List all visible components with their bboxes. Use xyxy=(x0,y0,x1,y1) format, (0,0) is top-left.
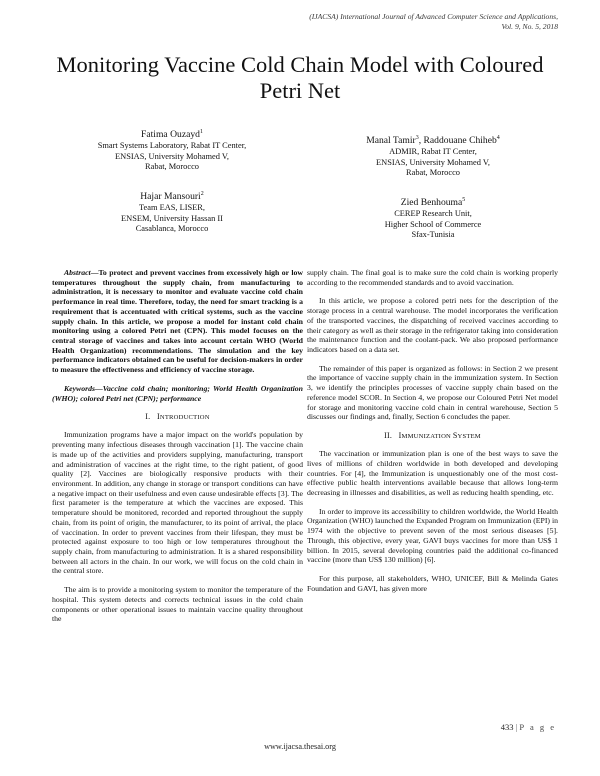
author-affiliation: Rabat, Morocco xyxy=(145,162,199,172)
paragraph: The remainder of this paper is organized as follows: in Section 2 we present the importance of vaccine supply chain in the immunization system. In Section 3, we identify the principles processes of vaccine supply chain based on the reference model SCOR. In Section 4, we propose our Coloured Petri Net model for storage and monitoring vaccine cold chain in central warehouse, Section 5 discusses our findings and, finally, Section 6 concludes the paper. xyxy=(307,363,558,422)
paper-title: Monitoring Vaccine Cold Chain Model with Coloured Petri Net xyxy=(56,52,544,103)
paragraph: In order to improve its accessibility to children worldwide, the World Health Organization (WHO) launched the Expanded Program on Immunization (EPI) in 1974 with the objective to prevent seven of the most serious diseases [5]. Through, this objective, every year, GAVI buys vaccines for more than US$ 1 billion. In 2015, several developing countries paid the additional co-financed vaccine (more than US$ 130 million) [6]. xyxy=(307,506,558,565)
section-heading-immunization-system: II. IMMUNIZATION SYSTEM xyxy=(384,431,481,441)
abstract: Abstract—To protect and prevent vaccines from excessively high or low temperatures throughout the supply chain, from manufacturing to administration, it is necessary to monitor and evaluate vaccine cold chain performance in real time. Therefore, today, the need for smart tracking is a requirement that is accentuated with critical systems, such as the vaccine supply chain. In this article, we propose a model for instant cold chain monitoring using a colored Petri net (CPN). This model focuses on the central storage of vaccines and takes into account certain WHO (World Health Organization) recommendations. The simulation and the key performance indicators obtained can be useful for decision-makers in order to measure the effectiveness and efficiency of vaccine storage. xyxy=(52,268,303,375)
paragraph: The vaccination or immunization plan is one of the best ways to save the lives of millions of children worldwide in both developed and developing countries. For [4], the Immunization is unquestionably one of the most cost-effective public health interventions available because that allows long-term decreasing in illnesses and disabilities, as well as reducing health spending, etc. xyxy=(307,449,558,497)
author-affiliation: Casablanca, Morocco xyxy=(135,224,209,234)
author-block-4 xyxy=(308,194,558,241)
author-affiliation: ADMIR, Rabat IT Center, xyxy=(389,147,477,157)
paragraph: Immunization programs have a major impact on the world's population by preventing many infectious diseases through vaccination [1]. The vaccine chain is made up of the activities and providers supplying, manufacturing, transport and administration of vaccines at the right time, to the right patient, of good quality [2]. Vaccines are biologically responsive products with their environment. In addition, any change in storage or transport conditions can have a negative impact on their usefulness and even cause undesirable effects [3]. The first parameter is the temperature at which the vaccines are exposed. This temperature should be monitored, recorded and reported throughout the supply chain, from its point of origin, the manufacturer, to its point of arrival, the place of vaccination. In order to prevent vaccines from their lifespan, they must be protected against exposure to too high or low temperatures throughout the supply chain, from manufacturing to administration. It is a shared responsibility between all actors in the chain. In our work, we will focus on the cold chain in the central store. xyxy=(52,430,303,576)
left-column xyxy=(52,268,303,633)
journal-header xyxy=(178,12,558,32)
author-affiliation: Team EAS, LISER, xyxy=(139,203,205,213)
author-name: Hajar Mansouri$^2$ xyxy=(140,191,204,203)
author-affiliation: ENSIAS, University Mohamed V, xyxy=(376,157,490,167)
journal-volume: Vol. 9, No. 5, 2018 xyxy=(501,22,558,31)
author-name: Zied Benhouma$^5$ xyxy=(400,197,466,209)
journal-name: (IJACSA) International Journal of Advanced Computer Science and Applications, xyxy=(309,12,558,21)
footer-url[interactable]: www.ijacsa.thesai.org xyxy=(264,742,336,751)
paragraph: supply chain. The final goal is to make sure the cold chain is working properly according to the recommended standards and to avoid vaccination. xyxy=(307,268,558,287)
author-affiliation: CEREP Research Unit, xyxy=(394,209,472,219)
author-affiliation: ENSIAS, University Mohamed V, xyxy=(115,151,229,161)
author-affiliation: Smart Systems Laboratory, Rabat IT Center, xyxy=(97,141,247,151)
author-affiliation: Higher School of Commerce xyxy=(384,219,482,229)
author-block-2 xyxy=(52,188,292,235)
author-name: Manal Tamir$^3$, Raddouane Chiheb$^4$ xyxy=(366,135,500,147)
author-affiliation: Sfax-Tunisia xyxy=(411,230,455,240)
author-block-1 xyxy=(52,126,292,173)
keywords: Keywords—Vaccine cold chain; monitoring; World Health Organization (WHO); colored Petri net (CPN); performance xyxy=(52,383,303,403)
author-affiliation: ENSEM, University Hassan II xyxy=(121,213,223,223)
author-name: Fatima Ouzayd$^1$ xyxy=(141,129,203,141)
paragraph: The aim is to provide a monitoring system to monitor the temperature of the hospital. This system detects and corrects technical issues in the cold chain components or other operational issues to maintain vaccine quality throughout the xyxy=(52,585,303,624)
paragraph: For this purpose, all stakeholders, WHO, UNICEF, Bill & Melinda Gates Foundation and GAVI, has given more xyxy=(307,573,558,593)
right-column xyxy=(307,268,558,602)
page-number: 433 | P a g e xyxy=(500,722,556,732)
paragraph: In this article, we propose a colored petri nets for the description of the storage process in a central warehouse. The model incorporates the verification of the transported vaccines, the dispatching of received vaccines according to their category as well as their storage in the refrigerator taking into consideration the maintenance function and the coolant-pack. We also proposed performance indicators based on a data set. xyxy=(307,296,558,355)
author-affiliation: Rabat, Morocco xyxy=(406,168,460,178)
section-heading-introduction: I. INTRODUCTION xyxy=(145,412,210,422)
author-block-3 xyxy=(308,132,558,179)
